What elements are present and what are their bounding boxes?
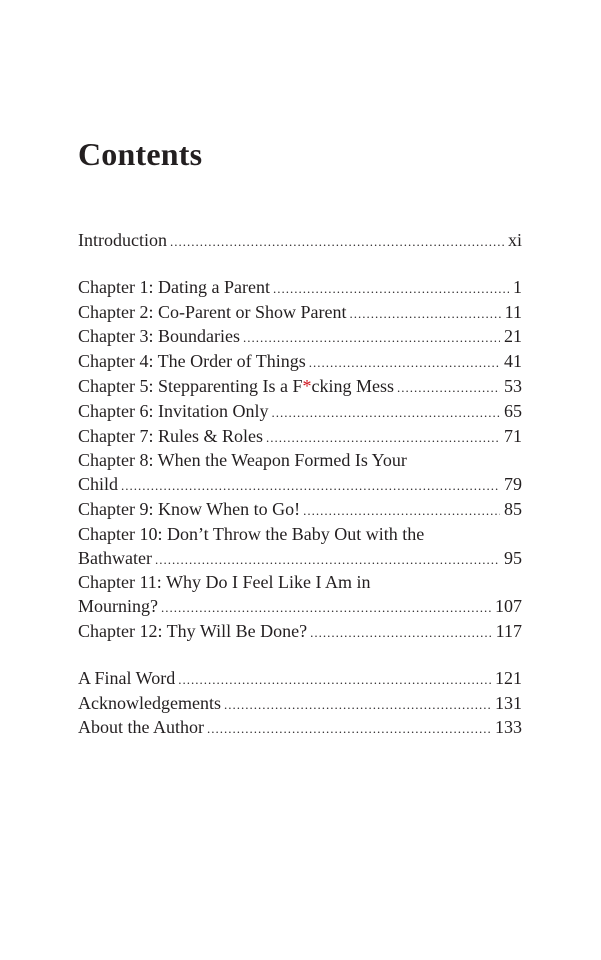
dot-leader: [243, 326, 500, 350]
page-title: Contents: [78, 136, 203, 172]
dot-leader: [207, 717, 491, 741]
entry-label: Acknowledgements: [78, 692, 221, 713]
page-number: 41: [504, 351, 522, 372]
toc-entry-introduction[interactable]: [78, 229, 522, 254]
section-gap: [78, 254, 522, 276]
dot-leader: [224, 693, 491, 717]
dot-leader: [397, 376, 500, 400]
dot-leader: [303, 499, 500, 523]
page-number: 131: [495, 692, 522, 713]
entry-label-line-2: Child: [78, 474, 119, 495]
dot-leader: [266, 426, 500, 450]
entry-label-line-2: Mourning?: [78, 596, 158, 617]
page-number: 95: [504, 547, 522, 568]
page-number: 121: [495, 667, 522, 688]
entry-label: Chapter 3: Boundaries: [78, 326, 240, 347]
entry-label: Chapter 6: Invitation Only: [78, 400, 269, 421]
toc-entry-a-final-word[interactable]: [78, 667, 522, 692]
toc-entry-chapter-4[interactable]: [78, 350, 522, 375]
dot-leader: [170, 230, 504, 254]
dot-leader: [349, 302, 500, 326]
entry-label: Chapter 4: The Order of Things: [78, 351, 306, 372]
dot-leader: [155, 548, 500, 572]
entry-label: Chapter 2: Co-Parent or Show Parent: [78, 301, 347, 322]
page-number: 79: [504, 474, 522, 495]
toc-entry-chapter-7[interactable]: [78, 425, 522, 450]
entry-label-line-1: Chapter 8: When the Weapon Formed Is Your: [78, 450, 407, 471]
page-number: 21: [504, 326, 522, 347]
toc-entry-chapter-6[interactable]: [78, 400, 522, 425]
entry-label: Chapter 1: Dating a Parent: [78, 276, 270, 297]
entry-label: [78, 375, 394, 399]
toc-entry-acknowledgements[interactable]: [78, 692, 522, 717]
page-number: 117: [495, 620, 522, 641]
page-number: 1: [513, 276, 522, 297]
page-number: xi: [507, 230, 522, 250]
entry-label: Chapter 7: Rules & Roles: [78, 425, 263, 446]
page-number: 65: [504, 400, 522, 421]
dot-leader: [121, 474, 500, 498]
dot-leader: [161, 596, 491, 620]
dot-leader: [178, 668, 491, 692]
toc-entry-chapter-1[interactable]: [78, 276, 522, 301]
table-of-contents: [78, 229, 522, 741]
entry-label-line-1: Chapter 10: Don’t Throw the Baby Out with the: [78, 523, 425, 544]
page-number: 85: [504, 498, 522, 519]
page-number: 11: [504, 301, 522, 322]
dot-leader: [309, 351, 500, 375]
page-number: 71: [504, 425, 522, 446]
entry-label: Chapter 12: Thy Will Be Done?: [78, 620, 308, 641]
entry-label-part-2: cking Mess: [311, 375, 394, 396]
toc-entry-chapter-2[interactable]: [78, 301, 522, 326]
entry-label: Chapter 9: Know When to Go!: [78, 498, 301, 519]
entry-label-line-2: Bathwater: [78, 547, 152, 568]
entry-label: About the Author: [78, 717, 204, 738]
entry-label: Introduction: [78, 230, 167, 250]
toc-entry-chapter-12[interactable]: [78, 620, 522, 645]
toc-entry-chapter-8[interactable]: [78, 449, 522, 498]
section-gap: [78, 645, 522, 667]
entry-label-line-1: Chapter 11: Why Do I Feel Like I Am in: [78, 572, 371, 593]
page-number: 107: [495, 596, 522, 617]
entry-label-part-1: Chapter 5: Stepparenting Is a F: [78, 375, 303, 396]
entry-label: A Final Word: [78, 667, 176, 688]
toc-entry-chapter-10[interactable]: [78, 523, 522, 572]
toc-entry-chapter-3[interactable]: [78, 325, 522, 350]
dot-leader: [271, 401, 500, 425]
page-number: 53: [504, 375, 522, 396]
dot-leader: [273, 277, 509, 301]
dot-leader: [310, 621, 492, 645]
toc-entry-about-the-author[interactable]: [78, 716, 522, 741]
toc-entry-chapter-5[interactable]: [78, 375, 522, 400]
toc-entry-chapter-11[interactable]: [78, 571, 522, 620]
toc-entry-chapter-9[interactable]: [78, 498, 522, 523]
censor-asterisk: *: [302, 375, 312, 396]
page-number: 133: [495, 717, 522, 738]
